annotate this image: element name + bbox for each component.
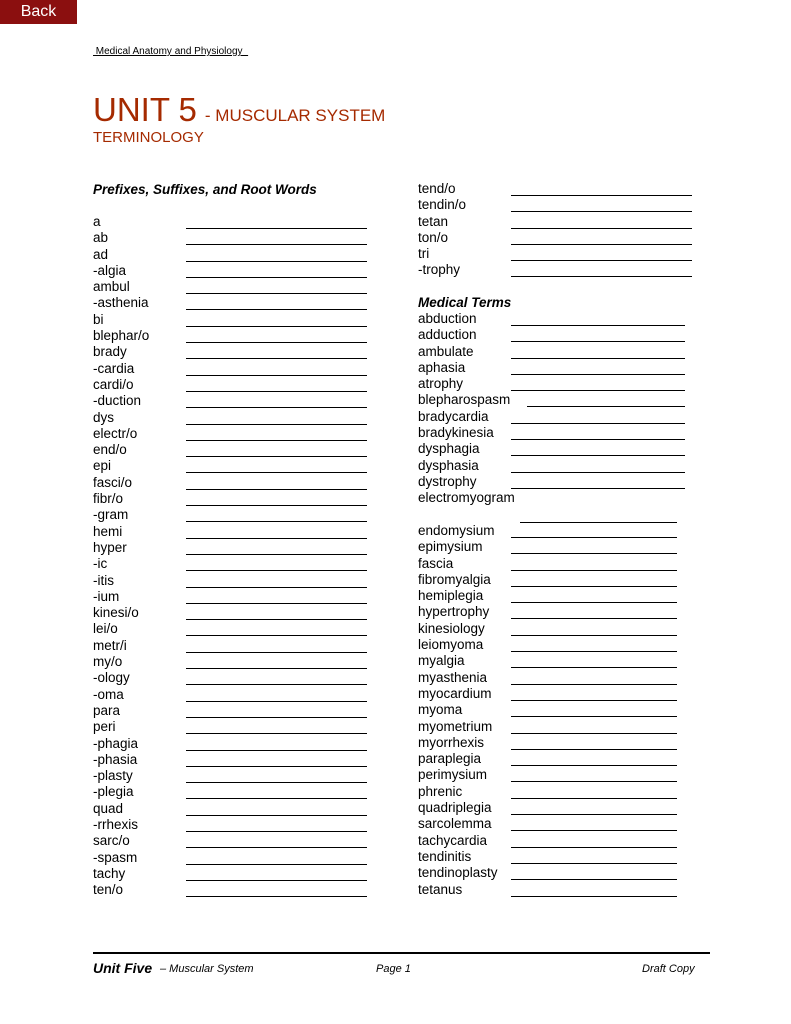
- answer-blank[interactable]: [186, 505, 367, 506]
- answer-blank[interactable]: [186, 733, 367, 734]
- term-label: brady: [93, 344, 127, 360]
- term-label: dystrophy: [418, 473, 477, 489]
- term-label: tri: [418, 246, 430, 262]
- term-label: abduction: [418, 311, 477, 326]
- answer-blank[interactable]: [186, 847, 367, 848]
- term-label: bradycardia: [418, 408, 489, 424]
- answer-blank[interactable]: [511, 325, 685, 326]
- term-label: bradykinesia: [418, 425, 494, 441]
- answer-blank[interactable]: [511, 830, 677, 831]
- answer-blank[interactable]: [511, 488, 685, 489]
- answer-blank[interactable]: [186, 587, 367, 588]
- term-label: myometrium: [418, 718, 493, 734]
- term-label: dysphagia: [418, 441, 480, 457]
- back-button[interactable]: Back: [0, 0, 77, 24]
- term-label: peri: [93, 719, 116, 735]
- term-label: fasci/o: [93, 474, 133, 490]
- answer-blank[interactable]: [186, 896, 367, 897]
- term-label: ad: [93, 246, 109, 262]
- term-label: end/o: [93, 442, 127, 458]
- footer-divider: [93, 952, 710, 954]
- answer-blank[interactable]: [511, 228, 692, 229]
- term-label: -gram: [93, 507, 129, 523]
- term-label: -trophy: [418, 262, 461, 278]
- answer-blank[interactable]: [186, 521, 367, 522]
- answer-blank[interactable]: [511, 700, 677, 701]
- answer-blank[interactable]: [186, 717, 367, 718]
- answer-blank[interactable]: [511, 570, 677, 571]
- term-label: hyper: [93, 539, 127, 555]
- answer-blank[interactable]: [186, 619, 367, 620]
- answer-blank[interactable]: [511, 896, 677, 897]
- answer-blank[interactable]: [511, 553, 677, 554]
- answer-blank[interactable]: [186, 293, 367, 294]
- term-label: ambul: [93, 279, 130, 295]
- answer-blank[interactable]: [520, 522, 677, 523]
- term-label: kinesiology: [418, 620, 485, 636]
- answer-blank[interactable]: [511, 276, 692, 277]
- answer-blank[interactable]: [511, 374, 685, 375]
- term-label: tachy: [93, 865, 126, 881]
- answer-blank[interactable]: [186, 701, 367, 702]
- term-label: tendin/o: [418, 197, 467, 213]
- term-label: fibr/o: [93, 491, 124, 507]
- answer-blank[interactable]: [186, 326, 367, 327]
- answer-blank[interactable]: [511, 341, 685, 342]
- term-label: my/o: [93, 654, 123, 670]
- term-label: hemi: [93, 523, 123, 539]
- answer-blank[interactable]: [511, 195, 692, 196]
- term-label: phrenic: [418, 783, 463, 799]
- answer-blank[interactable]: [186, 358, 367, 359]
- answer-blank[interactable]: [511, 863, 677, 864]
- term-label: blepharospasm: [418, 392, 511, 408]
- answer-blank[interactable]: [186, 456, 367, 457]
- course-title: Medical Anatomy and Physiology: [93, 46, 249, 57]
- term-label: endomysium: [418, 523, 495, 538]
- answer-blank[interactable]: [511, 244, 692, 245]
- answer-blank[interactable]: [186, 815, 367, 816]
- answer-blank[interactable]: [186, 603, 367, 604]
- term-label: -oma: [93, 686, 124, 702]
- term-label: -ic: [93, 556, 108, 572]
- term-label: metr/i: [93, 637, 127, 653]
- answer-blank[interactable]: [186, 489, 367, 490]
- answer-blank[interactable]: [511, 211, 692, 212]
- prefixes-heading: Prefixes, Suffixes, and Root Words: [93, 182, 317, 197]
- answer-blank[interactable]: [511, 651, 677, 652]
- answer-blank[interactable]: [511, 439, 685, 440]
- footer-page-number: Page 1: [376, 963, 411, 975]
- term-label: dysphasia: [418, 457, 479, 473]
- answer-blank[interactable]: [186, 635, 367, 636]
- answer-blank[interactable]: [511, 684, 677, 685]
- answer-blank[interactable]: [511, 879, 677, 880]
- term-label: -asthenia: [93, 295, 149, 311]
- answer-blank[interactable]: [186, 864, 367, 865]
- answer-blank[interactable]: [511, 390, 685, 391]
- term-label: myocardium: [418, 685, 492, 701]
- term-label: -plasty: [93, 768, 133, 784]
- answer-blank[interactable]: [511, 635, 677, 636]
- answer-blank[interactable]: [186, 554, 367, 555]
- term-label: -algia: [93, 262, 127, 278]
- answer-blank[interactable]: [186, 440, 367, 441]
- term-label: perimysium: [418, 767, 488, 783]
- term-label: leiomyoma: [418, 637, 484, 653]
- term-label: para: [93, 702, 121, 718]
- footer-system: – Muscular System: [160, 963, 254, 975]
- term-label: -phagia: [93, 735, 139, 751]
- answer-blank[interactable]: [186, 782, 367, 783]
- footer-status: Draft Copy: [642, 963, 695, 975]
- answer-blank[interactable]: [511, 358, 685, 359]
- answer-blank[interactable]: [186, 407, 367, 408]
- term-label: tendinitis: [418, 848, 472, 864]
- answer-blank[interactable]: [186, 684, 367, 685]
- answer-blank[interactable]: [511, 602, 677, 603]
- term-label: electromyogram: [418, 490, 515, 506]
- term-label: fascia: [418, 555, 454, 571]
- term-label: fibromyalgia: [418, 571, 491, 587]
- term-label: myasthenia: [418, 669, 488, 685]
- answer-blank[interactable]: [186, 570, 367, 571]
- term-label: electr/o: [93, 425, 138, 441]
- term-label: tetanus: [418, 881, 463, 897]
- section-title: TERMINOLOGY: [93, 129, 204, 146]
- answer-blank[interactable]: [511, 798, 677, 799]
- term-label: -ology: [93, 670, 130, 686]
- term-label: paraplegia: [418, 751, 482, 767]
- term-label: tend/o: [418, 181, 456, 196]
- term-label: blephar/o: [93, 328, 150, 344]
- answer-blank[interactable]: [186, 309, 367, 310]
- medical-terms-heading: Medical Terms: [418, 295, 512, 310]
- answer-blank[interactable]: [511, 667, 677, 668]
- term-label: kinesi/o: [93, 605, 139, 621]
- term-label: tetan: [418, 213, 449, 229]
- answer-blank[interactable]: [186, 831, 367, 832]
- term-label: -itis: [93, 572, 114, 588]
- answer-blank[interactable]: [511, 814, 677, 815]
- term-label: ten/o: [93, 882, 124, 898]
- term-label: atrophy: [418, 376, 464, 392]
- term-label: tachycardia: [418, 832, 488, 848]
- term-label: tendinoplasty: [418, 865, 498, 881]
- term-label: dys: [93, 409, 115, 425]
- answer-blank[interactable]: [186, 424, 367, 425]
- term-label: ab: [93, 230, 109, 246]
- answer-blank[interactable]: [186, 375, 367, 376]
- answer-blank[interactable]: [186, 798, 367, 799]
- answer-blank[interactable]: [186, 277, 367, 278]
- answer-blank[interactable]: [511, 537, 677, 538]
- answer-blank[interactable]: [511, 749, 677, 750]
- term-label: -ium: [93, 588, 120, 604]
- answer-blank[interactable]: [511, 618, 677, 619]
- answer-blank[interactable]: [186, 538, 367, 539]
- answer-blank[interactable]: [511, 847, 677, 848]
- term-label: quadriplegia: [418, 800, 492, 816]
- answer-blank[interactable]: [511, 733, 677, 734]
- term-label: -phasia: [93, 751, 138, 767]
- term-label: cardi/o: [93, 376, 134, 392]
- term-label: aphasia: [418, 359, 466, 375]
- answer-blank[interactable]: [186, 668, 367, 669]
- term-label: -cardia: [93, 360, 135, 376]
- term-label: epi: [93, 458, 112, 474]
- term-label: adduction: [418, 327, 477, 343]
- answer-blank[interactable]: [527, 406, 685, 407]
- term-label: sarcolemma: [418, 816, 492, 832]
- answer-blank[interactable]: [511, 423, 685, 424]
- answer-blank[interactable]: [186, 261, 367, 262]
- answer-blank[interactable]: [186, 750, 367, 751]
- term-label: -duction: [93, 393, 142, 409]
- unit-subtitle: - MUSCULAR SYSTEM: [204, 106, 386, 125]
- term-label: a: [93, 214, 101, 229]
- answer-blank[interactable]: [186, 342, 367, 343]
- answer-blank[interactable]: [186, 228, 367, 229]
- answer-blank[interactable]: [511, 455, 685, 456]
- term-label: -plegia: [93, 784, 134, 800]
- answer-blank[interactable]: [186, 391, 367, 392]
- answer-blank[interactable]: [186, 766, 367, 767]
- term-label: hemiplegia: [418, 588, 484, 604]
- term-label: hypertrophy: [418, 604, 490, 620]
- term-label: ambulate: [418, 343, 474, 359]
- term-label: myoma: [418, 702, 463, 718]
- answer-blank[interactable]: [511, 586, 677, 587]
- term-label: lei/o: [93, 621, 118, 637]
- answer-blank[interactable]: [186, 472, 367, 473]
- unit-number: UNIT 5: [93, 91, 197, 128]
- answer-blank[interactable]: [511, 781, 677, 782]
- answer-blank[interactable]: [511, 765, 677, 766]
- term-label: myorrhexis: [418, 734, 485, 750]
- term-label: quad: [93, 800, 124, 816]
- answer-blank[interactable]: [186, 880, 367, 881]
- answer-blank[interactable]: [511, 260, 692, 261]
- answer-blank[interactable]: [186, 652, 367, 653]
- term-label: sarc/o: [93, 833, 130, 849]
- term-label: ton/o: [418, 229, 449, 245]
- term-label: -rrhexis: [93, 816, 139, 832]
- answer-blank[interactable]: [186, 244, 367, 245]
- term-label: epimysium: [418, 539, 483, 555]
- answer-blank[interactable]: [511, 716, 677, 717]
- footer-unit: Unit Five: [93, 960, 153, 976]
- term-label: bi: [93, 311, 104, 327]
- term-label: myalgia: [418, 653, 465, 669]
- answer-blank[interactable]: [511, 472, 685, 473]
- term-label: -spasm: [93, 849, 138, 865]
